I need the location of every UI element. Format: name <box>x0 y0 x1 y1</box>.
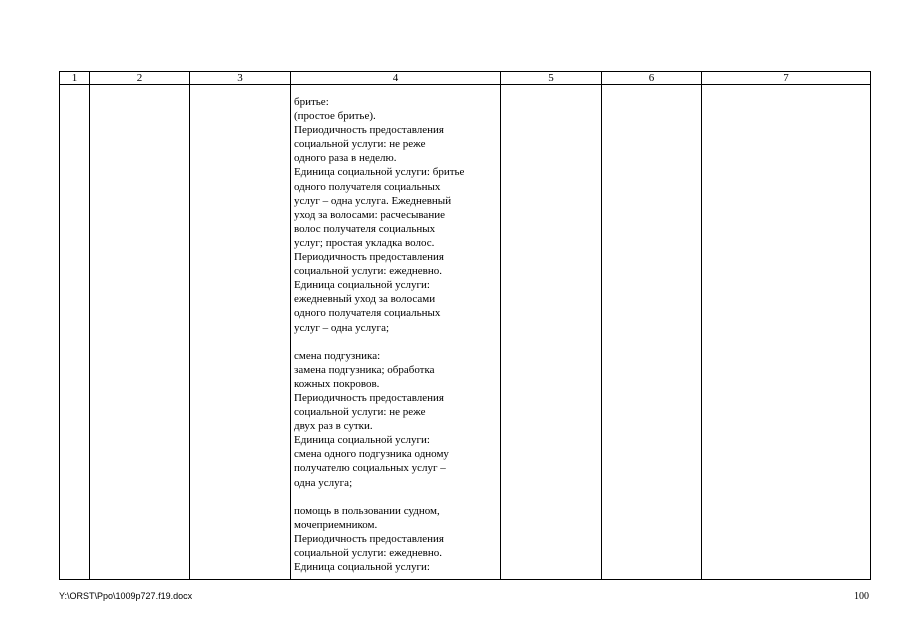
service-description-text: бритье: (простое бритье). Периодичность предоставления социальной услуги: не реже одного раза в неделю. Единица социальной услуги: бритье одного получателя социальных услуг – одна услуга. Ежедневный уход за волосами: расчесывание волос получателя социальных услуг; простая укладка волос. Периодичность предоставления социальной услуги: ежедневно. Единица социальной услуги: ежедневный уход за волосами одного получателя социальных услуг – одна услуга; смена подгузника: замена подгузника; обработка кожных покровов. Периодичность предоставления социальной услуги: не реже двух раз в сутки. Единица социальной услуги: смена одного подгузника одному получателю социальных услуг – одна услуга; помощь в пользовании судном, мочеприемником. Периодичность предоставления социальной услуги: ежедневно. Единица социальной услуги: <box>294 96 465 574</box>
cell-col-5 <box>501 85 602 580</box>
cell-col-3 <box>190 85 291 580</box>
cell-col-6 <box>602 85 702 580</box>
table-row <box>60 85 871 580</box>
header-col-5: 5 <box>501 72 602 85</box>
cell-col-2 <box>90 85 190 580</box>
cell-col-4 <box>291 85 501 580</box>
cell-col-7 <box>702 85 871 580</box>
header-col-2: 2 <box>90 72 190 85</box>
header-row <box>60 72 871 85</box>
header-col-1: 1 <box>60 72 90 85</box>
footer-page-number: 100 <box>854 591 869 602</box>
cell-col-1 <box>60 85 90 580</box>
header-col-4: 4 <box>291 72 501 85</box>
header-col-3: 3 <box>190 72 291 85</box>
services-table <box>59 71 871 580</box>
header-col-6: 6 <box>602 72 702 85</box>
header-col-7: 7 <box>702 72 871 85</box>
footer-file-path: Y:\ORST\Ppo\1009p727.f19.docx <box>59 591 193 601</box>
